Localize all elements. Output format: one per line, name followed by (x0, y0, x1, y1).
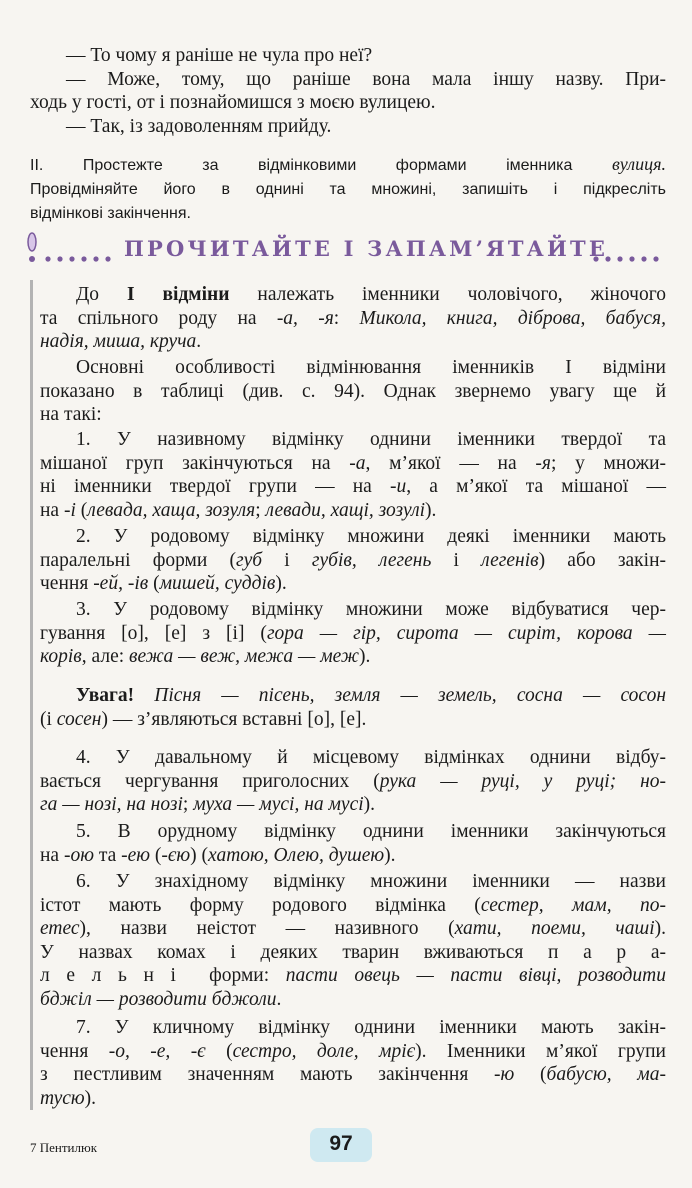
rule-paragraph: 2. У родовому відмінку множини деякі іменники мають паралельні форми (губ і губів, легень і легенів) або закін- чення -ей, -ів (мишей, суддів). (40, 526, 666, 594)
task-word: вулиця. (611, 154, 666, 174)
task-line: Провідміняйте його в однині та множині, запишіть і підкресліть (30, 181, 666, 198)
rule-side-line (30, 280, 33, 1110)
attention-note: Увага! Пісня — пісень, земля — земель, сосна — сосон (і сосен) — з’являються вставні [о], [е]. (40, 685, 666, 730)
dialogue-line: — То чому я раніше не чула про неї? (66, 45, 373, 66)
rule-paragraph: Основні особливості відмінювання іменників І відміни показано в таблиці (див. с. 94). Однак звернемо увагу ще й на такі: (40, 357, 666, 425)
task-line: відмінкові закінчення. (30, 205, 191, 222)
exclamation-icon (28, 233, 36, 262)
rule-paragraph: 4. У давальному й місцевому відмінках однини відбу- вається чергування приголосних (рука — руці, у руці; но- га — нозі, на нозі; муха — мусі, на мусі). (40, 747, 666, 815)
exercise-task (30, 152, 666, 226)
rule-paragraph: 5. В орудному відмінку однини іменники закінчуються на -ою та -ею (-єю) (хатою, Олею, душею). (40, 821, 666, 866)
banner-dots-left (45, 256, 110, 261)
task-text: II. Простежте за відмінковими формами іменника (30, 157, 573, 174)
page-number: 97 (329, 1132, 353, 1155)
read-remember-banner (24, 228, 668, 272)
banner-title: ПРОЧИТАЙТЕ І ЗАПАМ’ЯТАЙТЕ (124, 236, 609, 261)
rule-paragraph: 6. У знахідному відмінку множини іменники — назви істот мають форму родового відмінка (сестер, мам, по- етес), назви неістот — називного (хати, поеми, чаші). У назвах комах і деяких тварин вживаються п а р а- л е л ь н і форми: пасти овець — пасти вівці, розводити бджіл — розводити бджоли. (40, 871, 666, 1010)
dialogue-line: — Може, тому, що раніше вона мала іншу назву. При- (66, 68, 666, 90)
printer-signature: 7 Пентилюк (30, 1140, 98, 1155)
dialogue-line: ходь у гості, от і познайомишся з моєю вулицею. (30, 92, 436, 113)
dialogue-line: — Так, із задоволенням прийду. (66, 115, 332, 137)
dialogue-block (30, 44, 666, 138)
task-line (30, 152, 666, 178)
rule-paragraph: 3. У родовому відмінку множини може відбуватися чер- гування [о], [е] з [і] (гора — гір, сирота — сиріт, корова — корів, але: вежа — веж, межа — меж). (40, 599, 666, 667)
rule-paragraph: 1. У називному відмінку однини іменники твердої та мішаної груп закінчуються на -а, м’якої — на -я; у множи- ні іменники твердої групи — на -и, а м’якої та мішаної — на -і (левада, хаща, зозуля; левади, хащі, зозулі). (40, 429, 666, 521)
rule-paragraph: До І відміни належать іменники чоловічого, жіночого та спільного роду на -а, -я: Микола, книга, діброва, бабуся, надія, миша, круча. (40, 284, 667, 352)
rule-paragraph: 7. У кличному відмінку однини іменники мають закін- чення -о, -е, -є (сестро, доле, мріє). Іменники м’якої групи з пестливим значенням мають закінчення -ю (бабусю, ма- тусю). (40, 1017, 666, 1109)
